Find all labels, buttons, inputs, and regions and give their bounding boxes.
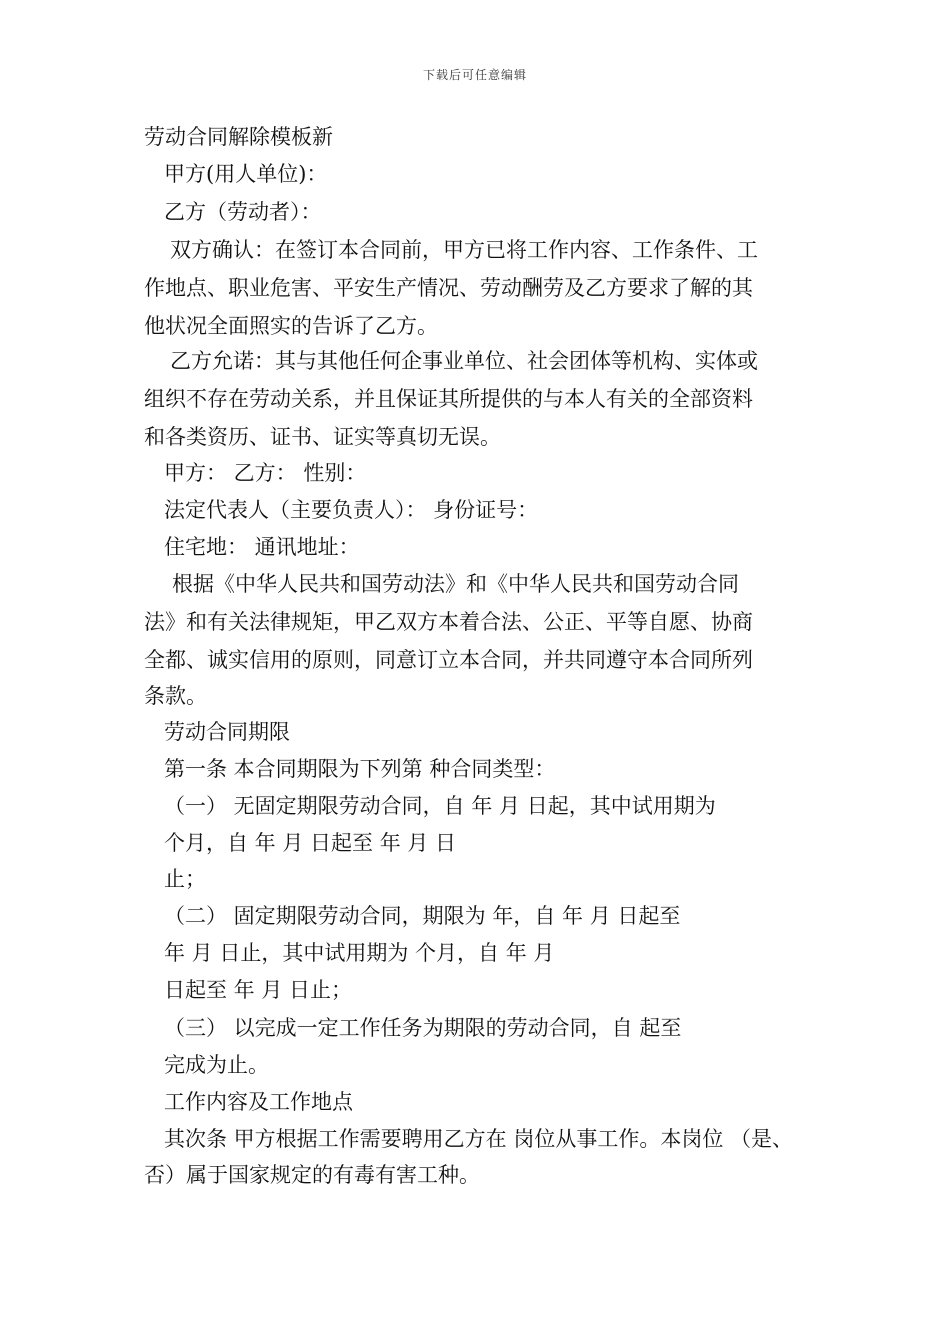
paragraph-line: 组织不存在劳动关系，并且保证其所提供的与本人有关的全部资料 (144, 387, 753, 411)
header-note: 下载后可任意编辑 (422, 68, 527, 82)
paragraph-line: 和各类资历、证书、证实等真切无误。 (144, 425, 501, 449)
paragraph-line: 他状况全面照实的告诉了乙方。 (144, 314, 438, 338)
paragraph-line: 根据《中华人民共和国劳动法》和《中华人民共和国劳动合同 (172, 572, 739, 596)
paragraph-line: 甲方(用人单位)： (164, 162, 328, 186)
section-heading: 工作内容及工作地点 (164, 1090, 353, 1114)
paragraph-line: 第一条 本合同期限为下列第 种合同类型： (164, 757, 556, 781)
paragraph-line: 年 月 日止，其中试用期为 个月，自 年 月 (164, 941, 555, 965)
paragraph-line: 双方确认：在签订本合同前，甲方已将工作内容、工作条件、工 (170, 238, 758, 262)
paragraph-line: （一） 无固定期限劳动合同，自 年 月 日起，其中试用期为 (164, 794, 716, 818)
paragraph-line: 作地点、职业危害、平安生产情况、劳动酬劳及乙方要求了解的其 (144, 276, 753, 300)
paragraph-line: 乙方允诺：其与其他任何企事业单位、社会团体等机构、实体或 (170, 349, 758, 373)
paragraph-line: 个月，自 年 月 日起至 年 月 日 (164, 831, 457, 855)
paragraph-line: 法》和有关法律规矩，甲乙双方本着合法、公正、平等自愿、协商 (144, 610, 753, 634)
paragraph-line: 完成为止。 (164, 1053, 269, 1077)
paragraph-line: 乙方（劳动者）： (164, 200, 322, 224)
document-title: 劳动合同解除模板新 (144, 125, 333, 149)
paragraph-line: 甲方： 乙方： 性别： (164, 461, 367, 485)
paragraph-line: 全都、诚实信用的原则，同意订立本合同，并共同遵守本合同所列 (144, 648, 753, 672)
paragraph-line: 止； (164, 867, 206, 891)
paragraph-line: 日起至 年 月 日止； (164, 978, 353, 1002)
section-heading: 劳动合同期限 (164, 720, 290, 744)
paragraph-line: 条款。 (144, 684, 207, 708)
paragraph-line: （二） 固定期限劳动合同，期限为 年，自 年 月 日起至 (164, 904, 681, 928)
paragraph-line: 其次条 甲方根据工作需要聘用乙方在 岗位从事工作。本岗位 （是、 (164, 1127, 794, 1151)
paragraph-line: 否）属于国家规定的有毒有害工种。 (144, 1163, 480, 1187)
paragraph-line: 住宅地： 通讯地址： (164, 535, 360, 559)
paragraph-line: 法定代表人（主要负责人）： 身份证号： (164, 498, 539, 522)
paragraph-line: （三） 以完成一定工作任务为期限的劳动合同，自 起至 (164, 1016, 682, 1040)
